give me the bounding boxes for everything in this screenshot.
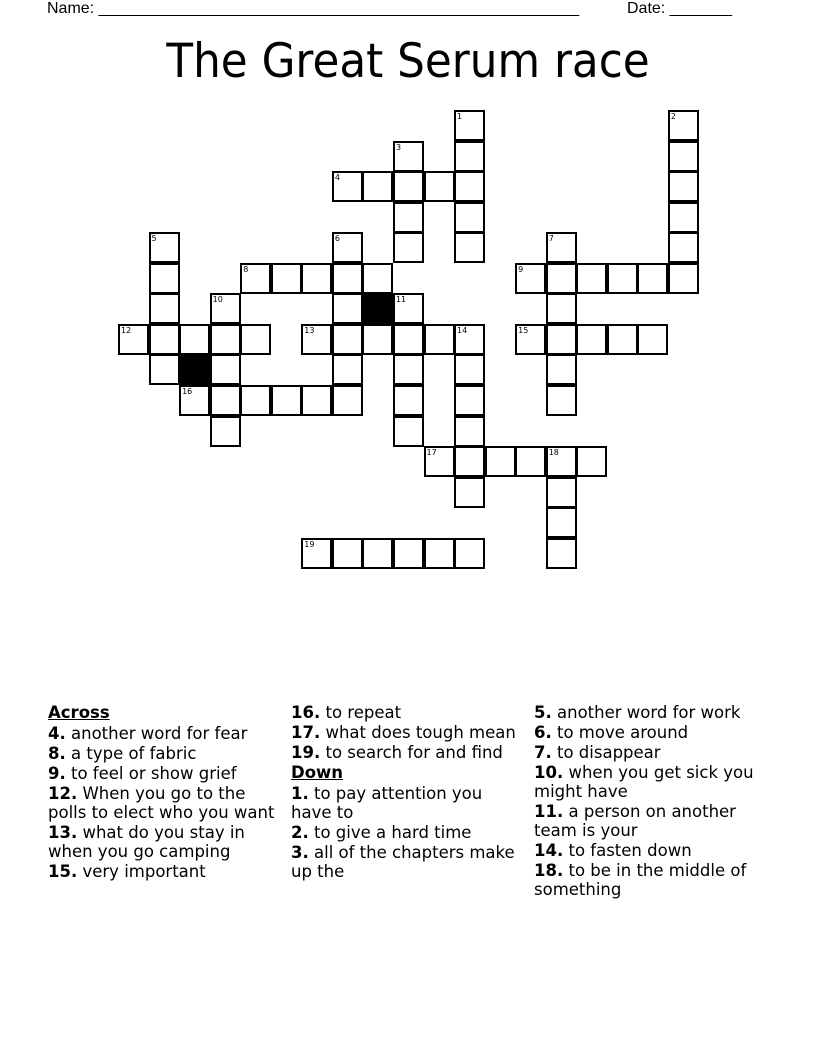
clue-number: 12. xyxy=(48,784,78,803)
down-heading: Down xyxy=(291,763,344,782)
grid-cell[interactable] xyxy=(332,324,363,355)
grid-cell[interactable] xyxy=(607,324,638,355)
grid-cell[interactable] xyxy=(546,446,577,477)
grid-cell[interactable] xyxy=(454,446,485,477)
cell-number: 17 xyxy=(426,448,437,458)
clue-text: what do you stay in when you go camping xyxy=(48,823,245,861)
cell-number: 6 xyxy=(334,234,340,244)
grid-cell[interactable] xyxy=(362,538,393,569)
grid-cell[interactable] xyxy=(515,446,546,477)
grid-cell[interactable] xyxy=(637,324,668,355)
grid-cell[interactable] xyxy=(149,232,180,263)
grid-cell[interactable] xyxy=(179,324,210,355)
across-clue xyxy=(48,744,283,763)
grid-cell[interactable] xyxy=(668,232,699,263)
grid-cell[interactable] xyxy=(668,202,699,233)
grid-cell[interactable] xyxy=(301,263,332,294)
cell-number: 14 xyxy=(457,325,468,335)
clue-number: 6. xyxy=(534,723,552,742)
cell-number: 5 xyxy=(151,234,157,244)
down-clue xyxy=(534,703,759,722)
grid-cell[interactable] xyxy=(393,171,424,202)
clue-number: 1. xyxy=(291,784,309,803)
grid-cell[interactable] xyxy=(149,293,180,324)
clue-column-3 xyxy=(534,703,759,900)
across-clue xyxy=(291,743,526,762)
down-clue xyxy=(534,723,759,742)
down-clue xyxy=(534,763,759,801)
grid-cell[interactable] xyxy=(271,385,302,416)
cell-number: 3 xyxy=(395,142,402,152)
clue-column-1 xyxy=(48,703,283,882)
across-clue xyxy=(48,823,283,861)
grid-cell[interactable] xyxy=(332,171,363,202)
cell-number: 11 xyxy=(395,295,407,305)
across-clue xyxy=(48,724,283,743)
name-label: Name: xyxy=(47,0,95,17)
down-clue xyxy=(291,823,526,842)
grid-cell[interactable] xyxy=(393,385,424,416)
cell-number: 16 xyxy=(182,386,193,396)
grid-cell[interactable] xyxy=(240,324,271,355)
clue-text: to feel or show grief xyxy=(71,764,237,783)
grid-cell[interactable] xyxy=(454,110,485,141)
grid-cell[interactable] xyxy=(240,385,271,416)
grid-cell[interactable] xyxy=(454,477,485,508)
grid-cell[interactable] xyxy=(393,293,424,324)
clue-number: 13. xyxy=(48,823,78,842)
date-blank[interactable]: _______ xyxy=(669,0,732,17)
across-clue xyxy=(48,784,283,822)
grid-cell[interactable] xyxy=(546,354,577,385)
grid-cell[interactable] xyxy=(393,202,424,233)
clue-number: 9. xyxy=(48,764,66,783)
grid-cell[interactable] xyxy=(454,141,485,172)
down-clue xyxy=(291,784,526,822)
grid-cell[interactable] xyxy=(332,385,363,416)
grid-cell[interactable] xyxy=(546,324,577,355)
down-clue xyxy=(291,843,526,881)
grid-cell[interactable] xyxy=(424,324,455,355)
grid-cell[interactable] xyxy=(332,354,363,385)
down-clue xyxy=(534,861,759,899)
cell-number: 1 xyxy=(457,112,463,121)
grid-cell[interactable] xyxy=(393,538,424,569)
grid-cell[interactable] xyxy=(271,263,302,294)
grid-cell[interactable] xyxy=(301,538,332,569)
grid-cell[interactable] xyxy=(546,263,577,294)
grid-cell[interactable] xyxy=(454,232,485,263)
down-clue xyxy=(534,841,759,860)
grid-cell[interactable] xyxy=(118,324,149,355)
clue-text: to disappear xyxy=(557,743,661,762)
clue-text: when you get sick you might have xyxy=(534,763,754,801)
clue-number: 3. xyxy=(291,843,309,862)
down-clue xyxy=(534,743,759,762)
grid-cell[interactable] xyxy=(454,324,485,355)
cell-number: 15 xyxy=(518,325,529,335)
across-clue xyxy=(48,764,283,783)
grid-cell[interactable] xyxy=(546,507,577,538)
clue-number: 5. xyxy=(534,703,552,722)
grid-cell[interactable] xyxy=(546,538,577,569)
grid-cell[interactable] xyxy=(454,171,485,202)
grid-cell[interactable] xyxy=(301,324,332,355)
grid-cell[interactable] xyxy=(332,293,363,324)
cell-number: 9 xyxy=(518,264,524,274)
cell-number: 7 xyxy=(548,234,554,244)
clue-text: to be in the middle of something xyxy=(534,861,747,899)
grid-cell[interactable] xyxy=(210,385,241,416)
grid-cell[interactable] xyxy=(301,385,332,416)
grid-cell[interactable] xyxy=(393,354,424,385)
clue-text: to pay attention you have to xyxy=(291,784,483,822)
down-clue xyxy=(534,802,759,840)
cell-number: 8 xyxy=(243,264,249,274)
cell-number: 12 xyxy=(121,325,132,335)
grid-cell[interactable] xyxy=(424,171,455,202)
grid-cell[interactable] xyxy=(332,232,363,263)
clue-number: 17. xyxy=(291,723,321,742)
grid-cell[interactable] xyxy=(149,324,180,355)
clue-text: all of the chapters make up the xyxy=(291,843,515,881)
grid-cell[interactable] xyxy=(424,538,455,569)
grid-cell[interactable] xyxy=(454,354,485,385)
clue-text: to search for and find xyxy=(325,743,503,762)
cell-number: 2 xyxy=(670,112,676,121)
grid-cell[interactable] xyxy=(210,354,241,385)
grid-cell[interactable] xyxy=(240,263,271,294)
clue-text: to move around xyxy=(557,723,689,742)
cell-number: 10 xyxy=(212,295,223,305)
grid-cell[interactable] xyxy=(668,171,699,202)
across-clue xyxy=(48,862,283,881)
grid-cell[interactable] xyxy=(393,141,424,172)
clue-text: to give a hard time xyxy=(314,823,472,842)
grid-cell[interactable] xyxy=(393,324,424,355)
grid-cell[interactable] xyxy=(454,416,485,447)
clue-text: to repeat xyxy=(325,703,402,722)
cell-number: 18 xyxy=(548,448,559,458)
across-clue xyxy=(291,703,526,722)
clue-text: When you go to the polls to elect who you want xyxy=(48,784,275,822)
across-clue xyxy=(291,723,526,742)
grid-cell[interactable] xyxy=(546,232,577,263)
clue-number: 18. xyxy=(534,861,564,880)
clue-number: 7. xyxy=(534,743,552,762)
grid-cell[interactable] xyxy=(210,416,241,447)
black-cell xyxy=(179,354,210,385)
grid-cell[interactable] xyxy=(362,171,393,202)
grid-cell[interactable] xyxy=(362,263,393,294)
grid-cell[interactable] xyxy=(179,385,210,416)
grid-cell[interactable] xyxy=(393,232,424,263)
cell-number: 19 xyxy=(304,539,315,549)
clue-text: very important xyxy=(82,862,206,881)
clue-column-2 xyxy=(291,703,526,882)
cell-number: 13 xyxy=(304,325,315,335)
grid-cell[interactable] xyxy=(576,324,607,355)
clue-text: a type of fabric xyxy=(71,744,197,763)
grid-cell[interactable] xyxy=(149,263,180,294)
grid-cell[interactable] xyxy=(454,538,485,569)
across-heading: Across xyxy=(48,703,110,722)
clue-number: 16. xyxy=(291,703,321,722)
grid-cell[interactable] xyxy=(210,324,241,355)
clue-number: 4. xyxy=(48,724,66,743)
grid-cell[interactable] xyxy=(149,354,180,385)
page-title: The Great Serum race xyxy=(166,34,650,89)
grid-cell[interactable] xyxy=(668,110,699,141)
clue-text: to fasten down xyxy=(568,841,692,860)
grid-cell[interactable] xyxy=(454,202,485,233)
grid-cell[interactable] xyxy=(576,446,607,477)
grid-cell[interactable] xyxy=(576,263,607,294)
grid-cell[interactable] xyxy=(607,263,638,294)
clue-text: what does tough mean xyxy=(325,723,516,742)
clue-number: 8. xyxy=(48,744,66,763)
clue-text: another word for work xyxy=(557,703,741,722)
clue-number: 15. xyxy=(48,862,78,881)
grid-cell[interactable] xyxy=(515,263,546,294)
clue-number: 10. xyxy=(534,763,564,782)
grid-cell[interactable] xyxy=(362,324,393,355)
grid-cell[interactable] xyxy=(485,446,516,477)
clue-number: 19. xyxy=(291,743,321,762)
grid-cell[interactable] xyxy=(637,263,668,294)
date-label: Date: xyxy=(627,0,666,17)
clue-text: another word for fear xyxy=(71,724,248,743)
grid-cell[interactable] xyxy=(546,385,577,416)
grid-cell[interactable] xyxy=(454,385,485,416)
grid-cell[interactable] xyxy=(393,416,424,447)
name-blank[interactable]: ______________________________________________________ xyxy=(98,0,580,17)
grid-cell[interactable] xyxy=(332,263,363,294)
grid-cell[interactable] xyxy=(546,293,577,324)
grid-cell[interactable] xyxy=(668,141,699,172)
grid-cell[interactable] xyxy=(546,477,577,508)
grid-cell[interactable] xyxy=(515,324,546,355)
clue-number: 14. xyxy=(534,841,564,860)
clue-number: 2. xyxy=(291,823,309,842)
grid-cell[interactable] xyxy=(668,263,699,294)
clue-number: 11. xyxy=(534,802,564,821)
clue-text: a person on another team is your xyxy=(534,802,736,840)
black-cell xyxy=(362,293,393,324)
grid-cell[interactable] xyxy=(210,293,241,324)
grid-cell[interactable] xyxy=(332,538,363,569)
cell-number: 4 xyxy=(334,173,340,183)
grid-cell[interactable] xyxy=(424,446,455,477)
